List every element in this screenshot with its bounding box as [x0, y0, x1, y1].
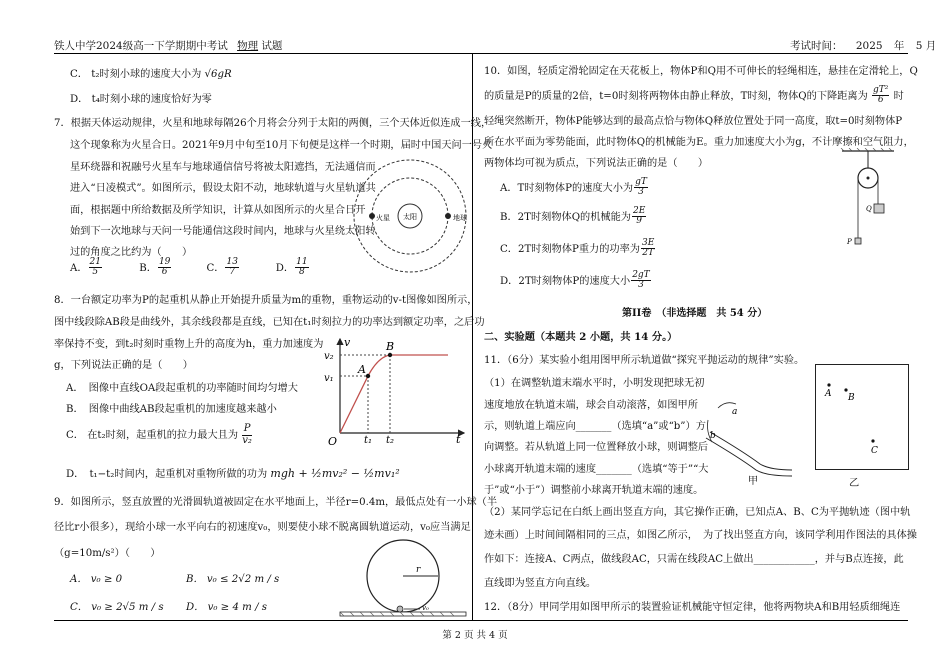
mars-icon	[369, 213, 375, 219]
exam-time-label: 考试时间：	[790, 40, 843, 52]
q8-option-d-expr: mgh + ½mv₂² − ½mv₁²	[270, 467, 400, 480]
footer-rule	[54, 620, 908, 621]
q7-orbit-figure	[352, 158, 468, 276]
point-b	[388, 353, 392, 357]
track-lower-edge	[706, 438, 792, 476]
q11-p1-line-2: 速度地放在轨道末端，球会自动滚落，如图甲所	[484, 400, 698, 411]
title-suffix: 试题	[261, 40, 283, 52]
q9-loop-figure	[338, 538, 468, 618]
arrow-a-label: a	[732, 407, 738, 417]
q9-line-1: 9．如图所示，竖直放置的光滑圆轨道被固定在水平地面上，半径r=0.4m，最低点处有一小球（半	[54, 497, 498, 508]
subject-name: 物理	[237, 40, 259, 52]
v1-label: v₁	[324, 373, 334, 384]
q9-line-3: （g=10m/s²）（ ）	[54, 548, 161, 559]
q8-option-c: C． 在t₂时刻，起重机的拉力最大且为 $\frac{P}{\text{v₂}}$	[66, 423, 252, 446]
q8-line-2: 图中线段除AB段是曲线外，其余线段都是直线，已知在t₁时刻拉力的功率达到额定功率，之后功	[54, 317, 485, 328]
q9-option-c: C． v₀ ≥ 2√5 m / s	[70, 602, 164, 613]
q10-line-2-after: 时	[893, 90, 904, 102]
block-q	[874, 204, 884, 213]
section2-title: 二、实验题（本题共 2 小题，共 14 分。）	[484, 331, 678, 343]
q6-option-c	[70, 65, 232, 80]
arrow-b-label: b	[710, 431, 716, 441]
q6-option-c-text: C． t₂时刻小球的速度大小为	[70, 69, 202, 80]
earth-icon	[445, 213, 451, 219]
t-axis-label: t	[456, 433, 461, 446]
q8-line-3: 率保持不变，到t₂时刻时重物上升的高度为h，重力加速度为	[54, 339, 324, 350]
point-a-label: A	[358, 363, 366, 376]
q10-line-4: 所在水平面为零势能面，此时物体Q的机械能为E。重力加速度大小为g，不计摩擦和空气阻力，	[484, 137, 914, 148]
q7-option-c: C． $\frac{13}{7}$	[206, 257, 238, 278]
q10-option-a: A．T时刻物体P的速度大小为 $\frac{gT}{3}$	[500, 177, 647, 198]
origin-label: O	[328, 435, 338, 447]
earth-label: 地球	[453, 214, 467, 222]
exam-header-title	[54, 38, 282, 53]
q9-option-d: D． v₀ ≥ 4 m / s	[186, 602, 267, 613]
q11-p1-line-6: 于”或“小于”）调整前小球离开轨道末端的速度。	[484, 485, 704, 496]
q7-line-5: 面，根据题中所给数据及所学知识，计算从如图所示的火星合日开	[70, 205, 366, 216]
q9-line-2: 径比r小很多），现给小球一水平向右的初速度v₀，则要使小球不脱离圆轨道运动，v₀应当满足	[54, 522, 471, 533]
part2-title: 第II卷 （非选择题 共 54 分）	[622, 308, 768, 319]
q8-option-d-text: D． t₁−t₂时间内，起重机对重物所做的功为	[66, 469, 268, 480]
point-A	[827, 383, 830, 386]
q11-p2-line-2: 迹未画）上时间间隔相同的三点，如图乙所示， 为了找出竖直方向，该同学利用作图法的具体操	[484, 530, 917, 541]
exam-month: 5	[915, 40, 923, 52]
mars-label: 火星	[376, 214, 390, 222]
q10-line-5: 两物体均可视为质点，下列说法正确的是（ ）	[484, 158, 709, 169]
q11-paper-figure	[815, 364, 909, 470]
v-axis-label: v	[344, 336, 351, 349]
t1-label: t₁	[364, 435, 373, 446]
q7-option-d: D． $\frac{11}{8}$	[275, 257, 308, 278]
q9-option-a: A． v₀ ≥ 0	[70, 574, 123, 585]
q11-p2-line-3: 作如下：连接A、C两点，做线段AC，只需在线段AC上做出____________，并与B点连接，此	[484, 554, 904, 565]
q10-option-b: B．2T时刻物体Q的机械能为 $\frac{2E}{9}$	[500, 206, 646, 227]
q11-p1-line-4: 向调整。若从轨道上同一位置释放小球，则调整后	[484, 442, 709, 453]
q10-option-d: D．2T时刻物体P的速度大小 $\frac{2gT}{3}$	[500, 270, 650, 291]
header-rule	[54, 53, 908, 54]
q10-option-c: C．2T时刻物体P重力的功率为 $\frac{3E}{2T}$	[500, 238, 655, 259]
ball-icon	[397, 606, 403, 612]
q12-intro: 12．（8分）甲同学用如图甲所示的装置验证机械能守恒定律，他将两物块A和B用轻质细绳连	[484, 602, 901, 613]
q7-line-1: 7．根据天体运动规律，火星和地球每隔26个月将会分列于太阳的两侧，三个天体近似连成一线，	[54, 118, 492, 129]
q7-option-b: B． $\frac{19}{6}$	[139, 257, 171, 278]
q11-p2-line-1: （2）某同学忘记在白纸上画出竖直方向，其它操作正确，已知点A、B、C为平抛轨迹（图中轨	[484, 507, 911, 518]
exam-date	[790, 38, 936, 53]
radius-label: r	[416, 565, 421, 575]
q7-line-2: 这个现象称为火星合日。2021年9月中旬至10月下旬便是这样一个时期，届时中国天问一号火	[70, 140, 493, 151]
q6-option-c-value: √6gR	[204, 69, 232, 80]
t2-label: t₂	[386, 435, 395, 446]
q7-line-6: 始到下一次地球与天问一号能通信这段时间内，地球与火星绕太阳转	[70, 226, 376, 237]
pulley-axle	[867, 177, 870, 180]
q10-line-2: 的质量是P的质量的2倍，t=0时刻将两物体由静止释放，T时刻，物体Q的下降距离为 $\frac{\text{gT²}}{6}$ 时	[484, 85, 904, 106]
q8-option-a: A． 图像中直线OA段起重机的功率随时间均匀增大	[66, 383, 298, 394]
sun-label: 太阳	[403, 213, 417, 221]
point-C-label: C	[871, 446, 878, 456]
figure-yi-label: 乙	[849, 478, 860, 489]
point-B-label: B	[848, 393, 855, 403]
q11-p1-line-5: 小球离开轨道末端的速度_______（选填“等于”“大	[484, 464, 709, 475]
vt-curve	[340, 355, 448, 433]
q11-intro: 11．（6分）某实验小组用图甲所示轨道做“探究平抛运动的规律”实验。	[484, 355, 805, 366]
q10-line-3: 轻绳突然断开，物体P能够达到的最高点恰与物体Q释放位置处于同一高度，取t=0时刻物体P	[484, 116, 903, 127]
q11-track-figure	[704, 392, 796, 488]
block-q-label: Q	[866, 205, 872, 213]
point-A-label: A	[825, 389, 832, 399]
block-p-label: P	[847, 238, 852, 246]
q8-option-c-text: C． 在t₂时刻，起重机的拉力最大且为	[66, 430, 239, 441]
page-number: 第 2 页 共 4 页	[442, 630, 508, 641]
q7-line-3: 星环绕器和祝融号火星车与地球通信信号将被太阳遮挡，无法通信而	[70, 162, 376, 173]
v2-label: v₂	[324, 351, 334, 362]
point-b-label: B	[386, 340, 395, 353]
q11-p1-line-3: 示，则轨道上端应向_______（选填“a”或“b”）方	[484, 421, 706, 432]
q7-line-4: 进入“日凌模式”。如图所示，假设太阳不动，地球轨道与火星轨道共	[70, 183, 376, 194]
q8-vt-graph	[318, 335, 468, 447]
q10-line-2-text: 的质量是P的质量的2倍，t=0时刻将两物体由静止释放，T时刻，物体Q的下降距离为	[484, 90, 868, 102]
v0-label: v₀	[422, 604, 429, 612]
q8-option-b: B． 图像中曲线AB段起重机的加速度越来越小	[66, 404, 277, 415]
q7-line-7: 过的角度之比约为（ ）	[70, 247, 193, 258]
q7-options	[70, 258, 336, 278]
exam-year: 2025	[855, 40, 883, 52]
q8-line-1: 8．一台额定功率为P的起重机从静止开始提升质量为m的重物，重物运动的v-t图像如图所示，	[54, 295, 478, 306]
q11-points-svg	[816, 365, 908, 469]
q8-option-d	[66, 465, 400, 480]
point-B	[844, 388, 847, 391]
q11-p2-line-4: 直线即为竖直方向直线。	[484, 578, 597, 589]
block-p	[855, 238, 861, 244]
q10-line-1: 10．如图，轻质定滑轮固定在天花板上，物体P和Q用不可伸长的轻绳相连，悬挂在定滑轮上，Q	[484, 66, 918, 77]
track-upper-edge	[710, 432, 792, 470]
q7-option-a: A． $\frac{21}{5}$	[70, 257, 101, 278]
point-a	[366, 374, 370, 378]
point-C	[871, 439, 874, 442]
q6-option-d: D． t₄时刻小球的速度恰好为零	[70, 94, 212, 105]
exam-month-unit: 月	[925, 40, 937, 52]
q10-pulley-figure	[838, 148, 898, 248]
school-name: 铁人中学2024级高一下学期期中考试	[54, 40, 228, 52]
exam-year-unit: 年	[893, 40, 905, 52]
q11-p1-line-1: （1）在调整轨道末端水平时，小明发现把球无初	[484, 378, 705, 389]
figure-jia-label: 甲	[748, 476, 758, 487]
q9-option-b: B． v₀ ≤ 2√2 m / s	[186, 574, 280, 585]
q8-line-4: g，下列说法正确的是（ ）	[54, 360, 193, 371]
